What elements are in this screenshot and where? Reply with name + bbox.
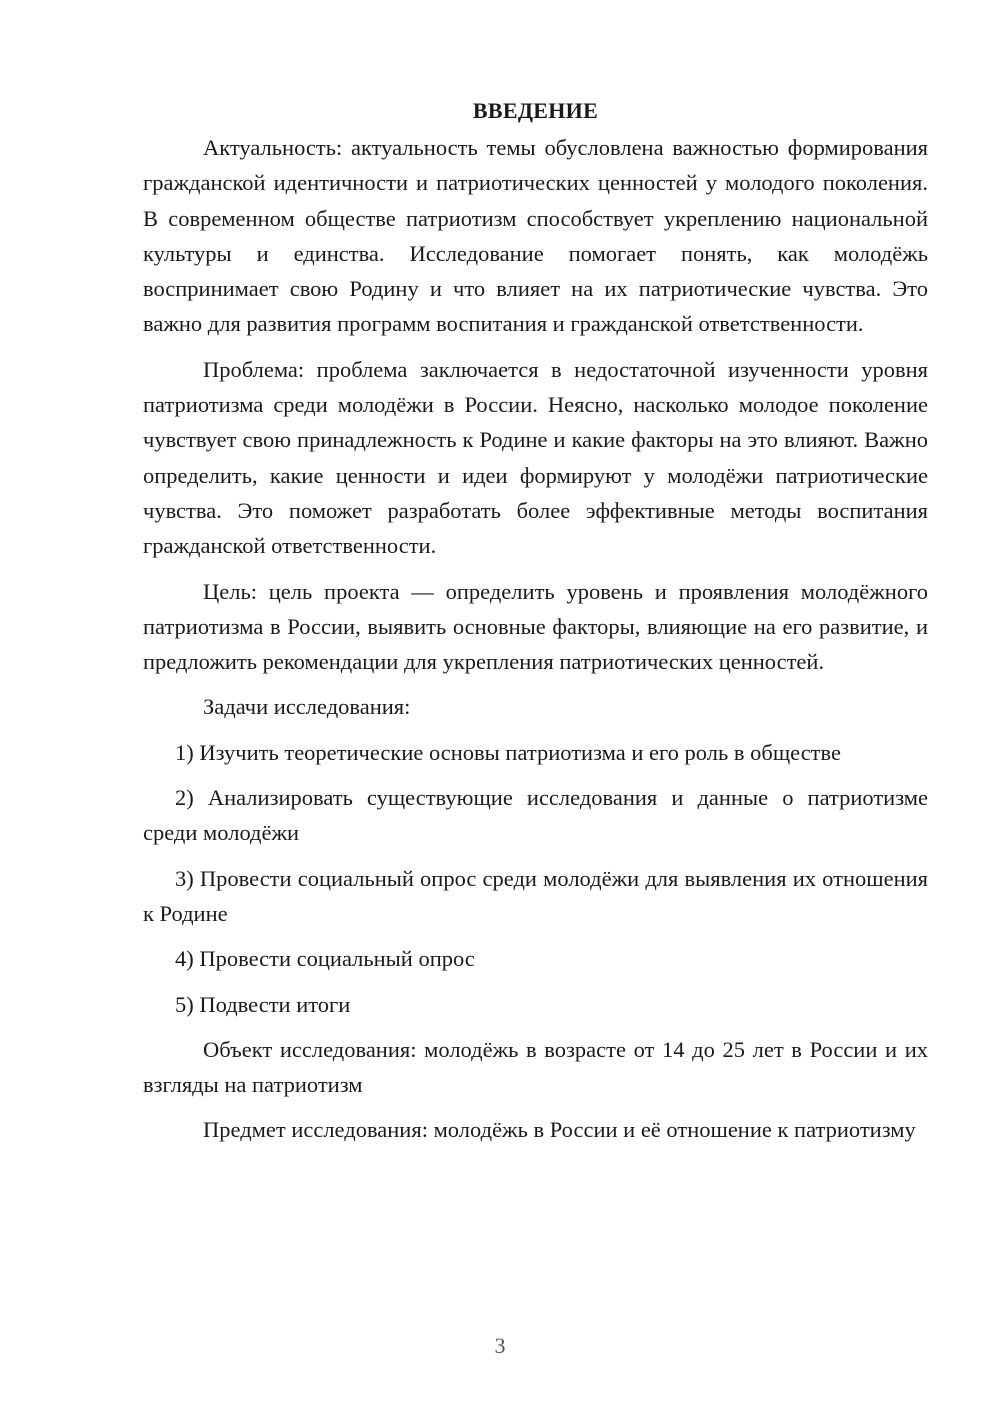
tasks-heading: Задачи исследования: — [203, 694, 411, 720]
task-item-5: 5) Подвести итоги — [175, 991, 351, 1017]
task-item-2: 2) Анализировать существующие исследования и данные о патриотизме среди молодёжи — [143, 785, 928, 846]
subject-paragraph: Предмет исследования: молодёжь в России и её отношение к патриотизму — [203, 1117, 916, 1143]
document-page — [143, 96, 928, 1158]
task-item-1: 1) Изучить теоретические основы патриотизма и его роль в обществе — [175, 739, 841, 765]
goal-paragraph: Цель: цель проекта — определить уровень и проявления молодёжного патриотизма в России, выявить основные факторы, влияющие на его развитие, и предложить рекомендации для укрепления патриотических ценностей. — [143, 578, 928, 675]
page-number: 3 — [494, 1333, 506, 1358]
task-item-3: 3) Провести социальный опрос среди молодёжи для выявления их отношения к Родине — [143, 865, 928, 926]
relevance-paragraph: Актуальность: актуальность темы обусловлена важностью формирования гражданской идентичности и патриотических ценностей у молодого поколения. В современном обществе патриотизм способствует укреплению национальной культуры и единства. Исследование помогает понять, как молодёжь воспринимает свою Родину и что влияет на их патриотические чувства. Это важно для развития программ воспитания и гражданской ответственности. — [143, 135, 928, 337]
document-title: ВВЕДЕНИЕ — [472, 98, 599, 123]
object-paragraph: Объект исследования: молодёжь в возрасте от 14 до 25 лет в России и их взгляды на патриотизм — [143, 1036, 928, 1098]
task-item-4: 4) Провести социальный опрос — [175, 946, 475, 972]
problem-paragraph: Проблема: проблема заключается в недостаточной изученности уровня патриотизма среди молодёжи в России. Неясно, насколько молодое поколение чувствует свою принадлежность к Родине и какие факторы на это влияют. Важно определить, какие ценности и идеи формируют у молодёжи патриотические чувства. Это поможет разработать более эффективные методы воспитания гражданской ответственности. — [143, 356, 928, 559]
